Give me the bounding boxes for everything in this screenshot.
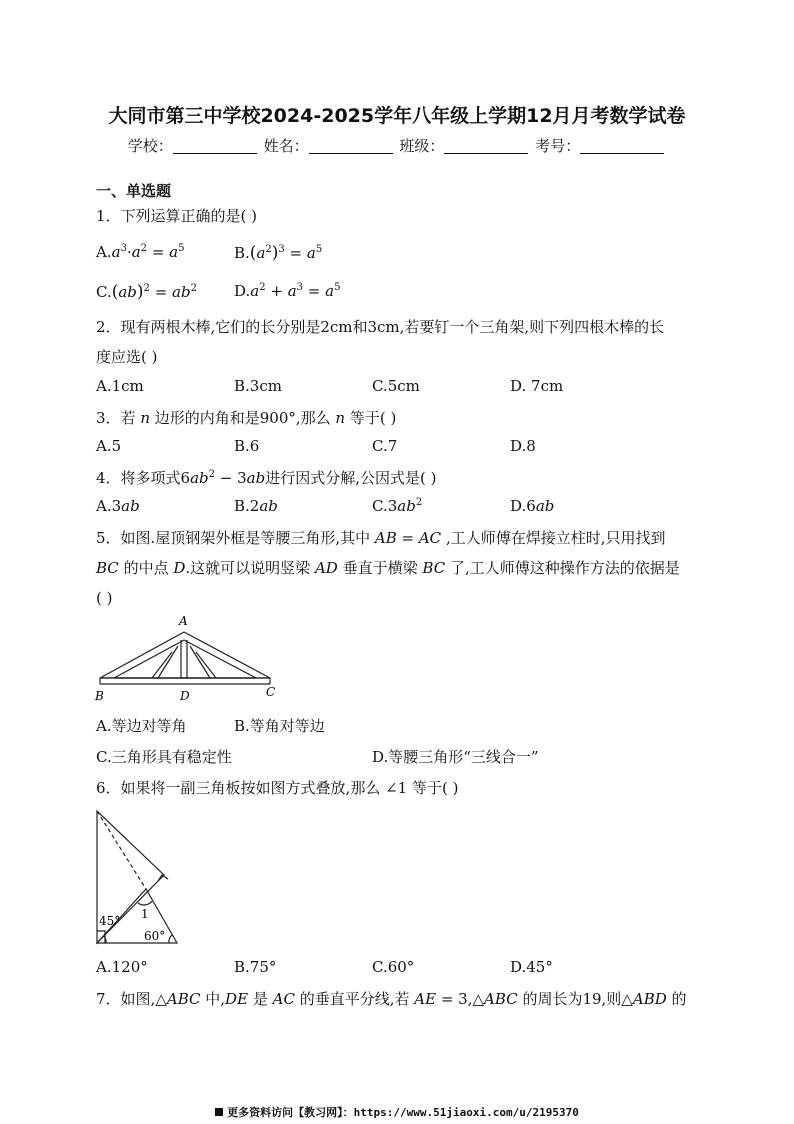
q3-stem: 3．若 n 边形的内角和是900°,那么 n 等于( ) (96, 409, 397, 427)
q6-option-b: B.75° (234, 958, 277, 976)
q2-option-d: D. 7cm (510, 377, 564, 395)
q4-option-b: B.2ab (234, 497, 278, 515)
class-blank (444, 139, 528, 154)
q4-option-c: $C.3ab^2$ (372, 497, 423, 515)
q7-stem: 7．如图,△ABC 中,DE 是 AC 的垂直平分线,若 AE = 3,△ABC 的周长为19,则△ABD 的 (96, 990, 687, 1008)
label-c: C (266, 685, 276, 699)
label-b: B (95, 689, 104, 703)
q6-option-d: D.45° (510, 958, 553, 976)
label-60: 60° (144, 929, 166, 943)
label-a: A (179, 614, 188, 628)
truss-right-brace (190, 646, 210, 678)
student-info-row (0, 135, 794, 156)
footer (0, 1104, 794, 1120)
q2-option-c: C.5cm (372, 377, 420, 395)
roof-truss-figure (92, 612, 292, 706)
q5-option-d: D.等腰三角形“三线合一” (372, 748, 539, 766)
section-heading: 一、单选题 (96, 182, 172, 200)
q6-stem: 6．如果将一副三角板按如图方式叠放,那么 ∠1 等于( ) (96, 779, 459, 797)
number-label: 考号： (535, 137, 581, 155)
q5-stem-line1: 5．如图.屋顶钢架外框是等腰三角形,其中 AB = AC ,工人师傅在焊接立柱时,只用找到 (96, 529, 666, 547)
q1-option-d: $D.a^2 + a^3 = a^5$ (234, 282, 341, 300)
q5-option-a: A.等边对等角 (96, 717, 187, 735)
q4-stem: 4．将多项式$6ab^2 - 3ab$进行因式分解,公因式是( ) (96, 469, 437, 487)
q5-stem-line2: BC 的中点 D.这就可以说明竖梁 AD 垂直于横梁 BC 了,工人师傅这种操作方法的依据是 (96, 559, 680, 577)
name-label: 姓名： (263, 137, 309, 155)
q2-option-b: B.3cm (234, 377, 282, 395)
label-d: D (180, 689, 190, 703)
school-label: 学校： (127, 137, 173, 155)
q3-option-d: D.8 (510, 437, 536, 455)
q2-stem-line1: 2．现有两根木棒,它们的长分别是2cm和3cm,若要钉一个三角架,则下列四根木棒的长 (96, 318, 665, 336)
q1-option-a: $A.a^3\cdot a^2 = a^5$ (96, 243, 185, 261)
q1-option-b: $B.(a^2)^3 = a^5$ (234, 243, 323, 263)
number-blank (580, 139, 664, 154)
footer-link-text[interactable]: 更多资料访问【教习网】：https://www.51jiaoxi.com/u/2195370 (227, 1106, 579, 1119)
q1-option-c: $C.(ab)^2 = ab^2$ (96, 282, 197, 302)
angle-1-arc (138, 901, 152, 905)
school-blank (173, 139, 257, 154)
q1-stem: 1．下列运算正确的是( ) (96, 207, 258, 225)
label-45: 45° (99, 914, 121, 928)
q5-stem-line3: ( ) (96, 589, 113, 607)
q6-option-a: A.120° (96, 958, 148, 976)
q4-option-d: D.6ab (510, 497, 555, 515)
q5-option-c: C.三角形具有稳定性 (96, 748, 232, 766)
q3-option-c: C.7 (372, 437, 398, 455)
q5-option-b: B.等角对等边 (234, 717, 325, 735)
q2-option-a: A.1cm (96, 377, 144, 395)
class-label: 班级： (399, 137, 445, 155)
q3-option-a: A.5 (96, 437, 122, 455)
q3-option-b: B.6 (234, 437, 260, 455)
triangle-rulers-figure (92, 805, 192, 951)
truss-left-brace (158, 646, 178, 678)
page-title: 大同市第三中学校2024-2025学年八年级上学期12月月考数学试卷 (108, 105, 686, 127)
name-blank (309, 139, 393, 154)
flag-icon (215, 1108, 223, 1116)
q6-option-c: C.60° (372, 958, 415, 976)
label-angle-1: 1 (141, 907, 149, 921)
angle-60-arc (169, 935, 172, 943)
q4-option-a: A.3ab (96, 497, 140, 515)
q2-stem-line2: 度应选( ) (96, 348, 158, 366)
